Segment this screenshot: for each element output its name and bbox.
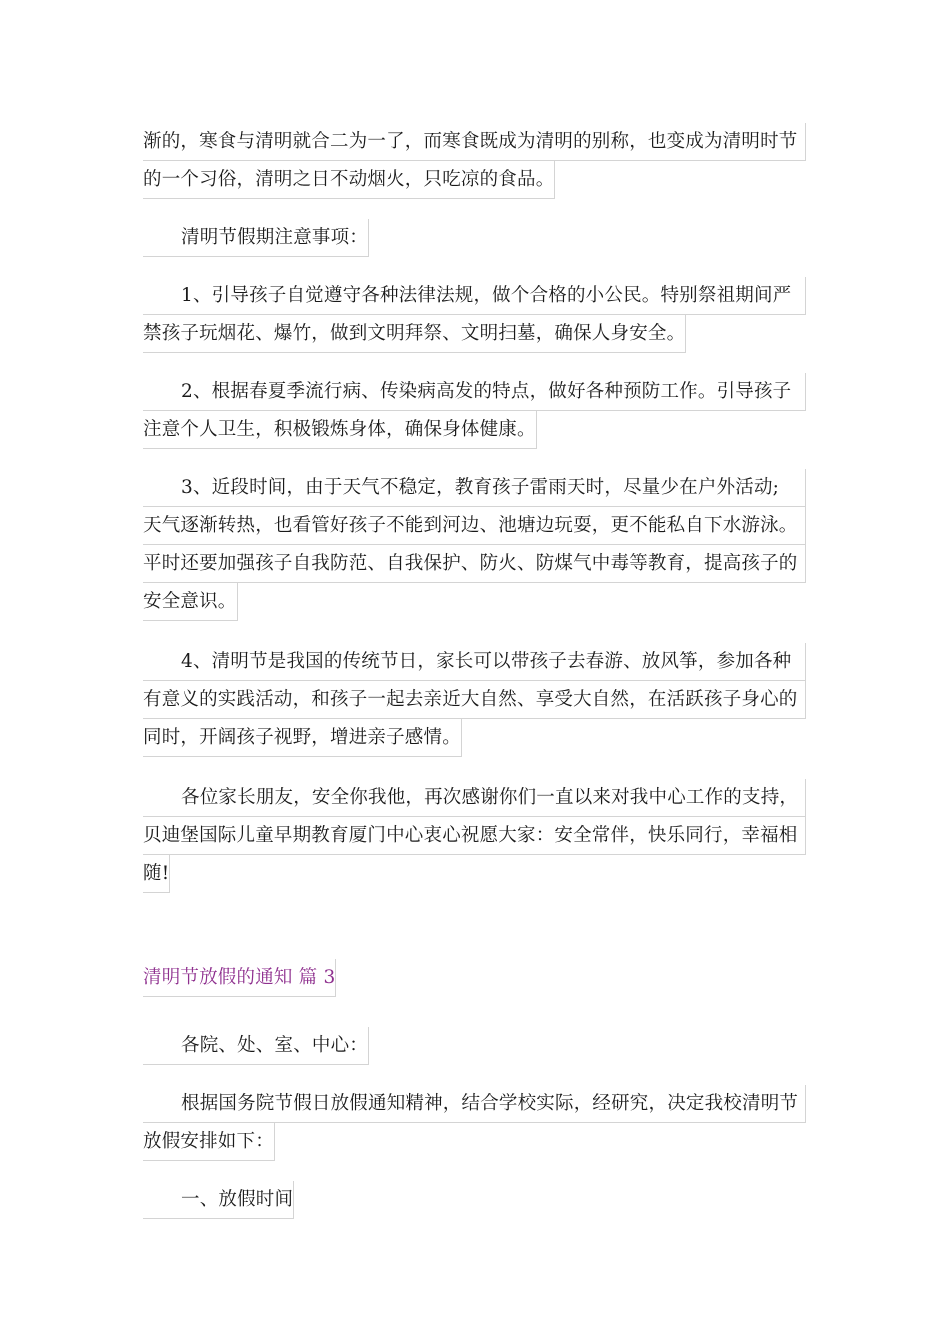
text-line: 有意义的实践活动，和孩子一起去亲近大自然、享受大自然，在活跃孩子身心的	[143, 681, 806, 719]
text-line: 随!	[143, 855, 170, 893]
paragraph-intro-continuation	[143, 123, 806, 199]
text-line: 注意个人卫生，积极锻炼身体，确保身体健康。	[143, 411, 537, 449]
text-line: 各院、处、室、中心：	[143, 1027, 369, 1065]
text-line: 清明节假期注意事项：	[143, 219, 369, 257]
text-line: 一、放假时间	[143, 1181, 294, 1219]
text-line: 安全意识。	[143, 583, 238, 621]
text-line: 平时还要加强孩子自我防范、自我保护、防火、防煤气中毒等教育，提高孩子的	[143, 545, 806, 583]
section-title: 清明节放假的通知 篇 3	[143, 959, 336, 997]
text-line: 1、引导孩子自觉遵守各种法律法规，做个合格的小公民。特别祭祖期间严	[143, 277, 806, 315]
text-line: 各位家长朋友，安全你我他，再次感谢你们一直以来对我中心工作的支持，	[143, 779, 806, 817]
text-line: 根据国务院节假日放假通知精神，结合学校实际，经研究，决定我校清明节	[143, 1085, 806, 1123]
text-line: 渐的，寒食与清明就合二为一了，而寒食既成为清明的别称，也变成为清明时节	[143, 123, 806, 161]
paragraph-body	[143, 1085, 806, 1161]
paragraph-salutation	[143, 1027, 369, 1065]
paragraph-notice-title	[143, 219, 369, 257]
text-line: 禁孩子玩烟花、爆竹，做到文明拜祭、文明扫墓，确保人身安全。	[143, 315, 686, 353]
paragraph-item-1	[143, 277, 806, 353]
section-heading	[143, 959, 336, 997]
text-line: 4、清明节是我国的传统节日，家长可以带孩子去春游、放风筝，参加各种	[143, 643, 806, 681]
text-line: 3、近段时间，由于天气不稳定，教育孩子雷雨天时，尽量少在户外活动;	[143, 469, 806, 507]
text-line: 天气逐渐转热，也看管好孩子不能到河边、池塘边玩耍，更不能私自下水游泳。	[143, 507, 806, 545]
paragraph-item-3	[143, 469, 806, 621]
text-line: 2、根据春夏季流行病、传染病高发的特点，做好各种预防工作。引导孩子	[143, 373, 806, 411]
paragraph-item-2	[143, 373, 806, 449]
text-line: 放假安排如下：	[143, 1123, 275, 1161]
paragraph-closing	[143, 779, 806, 893]
paragraph-item-4	[143, 643, 806, 757]
paragraph-section-one	[143, 1181, 294, 1219]
text-line: 同时，开阔孩子视野，增进亲子感情。	[143, 719, 462, 757]
text-line: 贝迪堡国际儿童早期教育厦门中心衷心祝愿大家：安全常伴，快乐同行，幸福相	[143, 817, 806, 855]
text-line: 的一个习俗，清明之日不动烟火，只吃凉的食品。	[143, 161, 555, 199]
